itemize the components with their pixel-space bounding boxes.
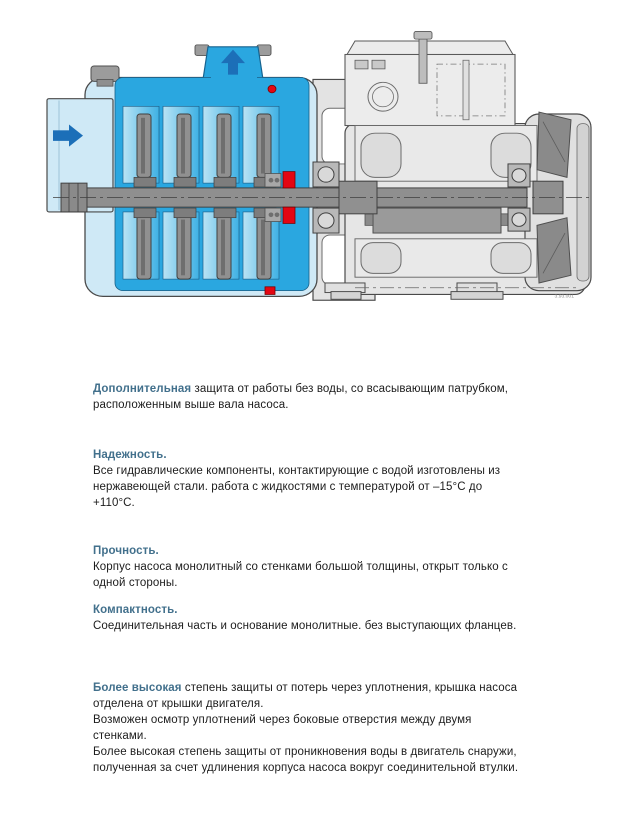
feature-body-text: Более высокая степень защиты от проникновения воды в двигатель снаружи, полученная за счет удлинения корпуса насоса вокруг соединительной втулки. [93,746,519,774]
terminal-screw [372,60,385,69]
feature-heading: Компактность. [93,604,178,616]
feature-seal-protection [93,680,523,776]
drain-plug [265,287,275,295]
rotor [365,208,509,233]
discharge-port [195,45,271,80]
vent-plug [268,85,276,93]
feature-heading: Надежность. [93,449,167,461]
terminal-box [345,31,515,125]
feature-body-text: защита от работы без воды, со всасывающим патрубком, расположенным выше вала насоса. [93,383,509,411]
discharge-channel [211,76,257,86]
feature-lead-text: Дополнительная [93,383,195,395]
feature-heading: Прочность. [93,545,159,557]
feature-body-text: Возможен осмотр уплотнений через боковые отверстия между двумя стенками. [93,714,472,742]
feature-compactness [93,602,523,634]
feature-reliability [93,447,523,511]
terminal-screw [355,60,368,69]
feature-body-text: Корпус насоса монолитный со стенками большой толщины, открыт только с одной стороны. [93,561,508,589]
cover-screw [419,37,427,83]
feature-body-text: Соединительная часть и основание монолитные. без выступающих фланцев. [93,620,517,632]
pump-diagram-svg [25,18,605,306]
feature-paragraph [93,680,523,712]
feature-body-text: Все гидравлические компоненты, контактирующие с водой изготовлены из нержавеющей стали. работа с жидкостями с температурой от –15°C до +110°C. [93,465,501,509]
drawing-number: 3.93.001 [554,294,574,300]
feature-strength [93,543,523,591]
feature-paragraph [93,381,523,413]
feature-body-text: степень защиты от потерь через уплотнения, крышка насоса отделена от крышки двигателя. [93,682,518,710]
feature-lead-text: Более высокая [93,682,185,694]
pump-cross-section-figure [25,18,605,306]
feature-dry-run-protection [93,381,523,413]
